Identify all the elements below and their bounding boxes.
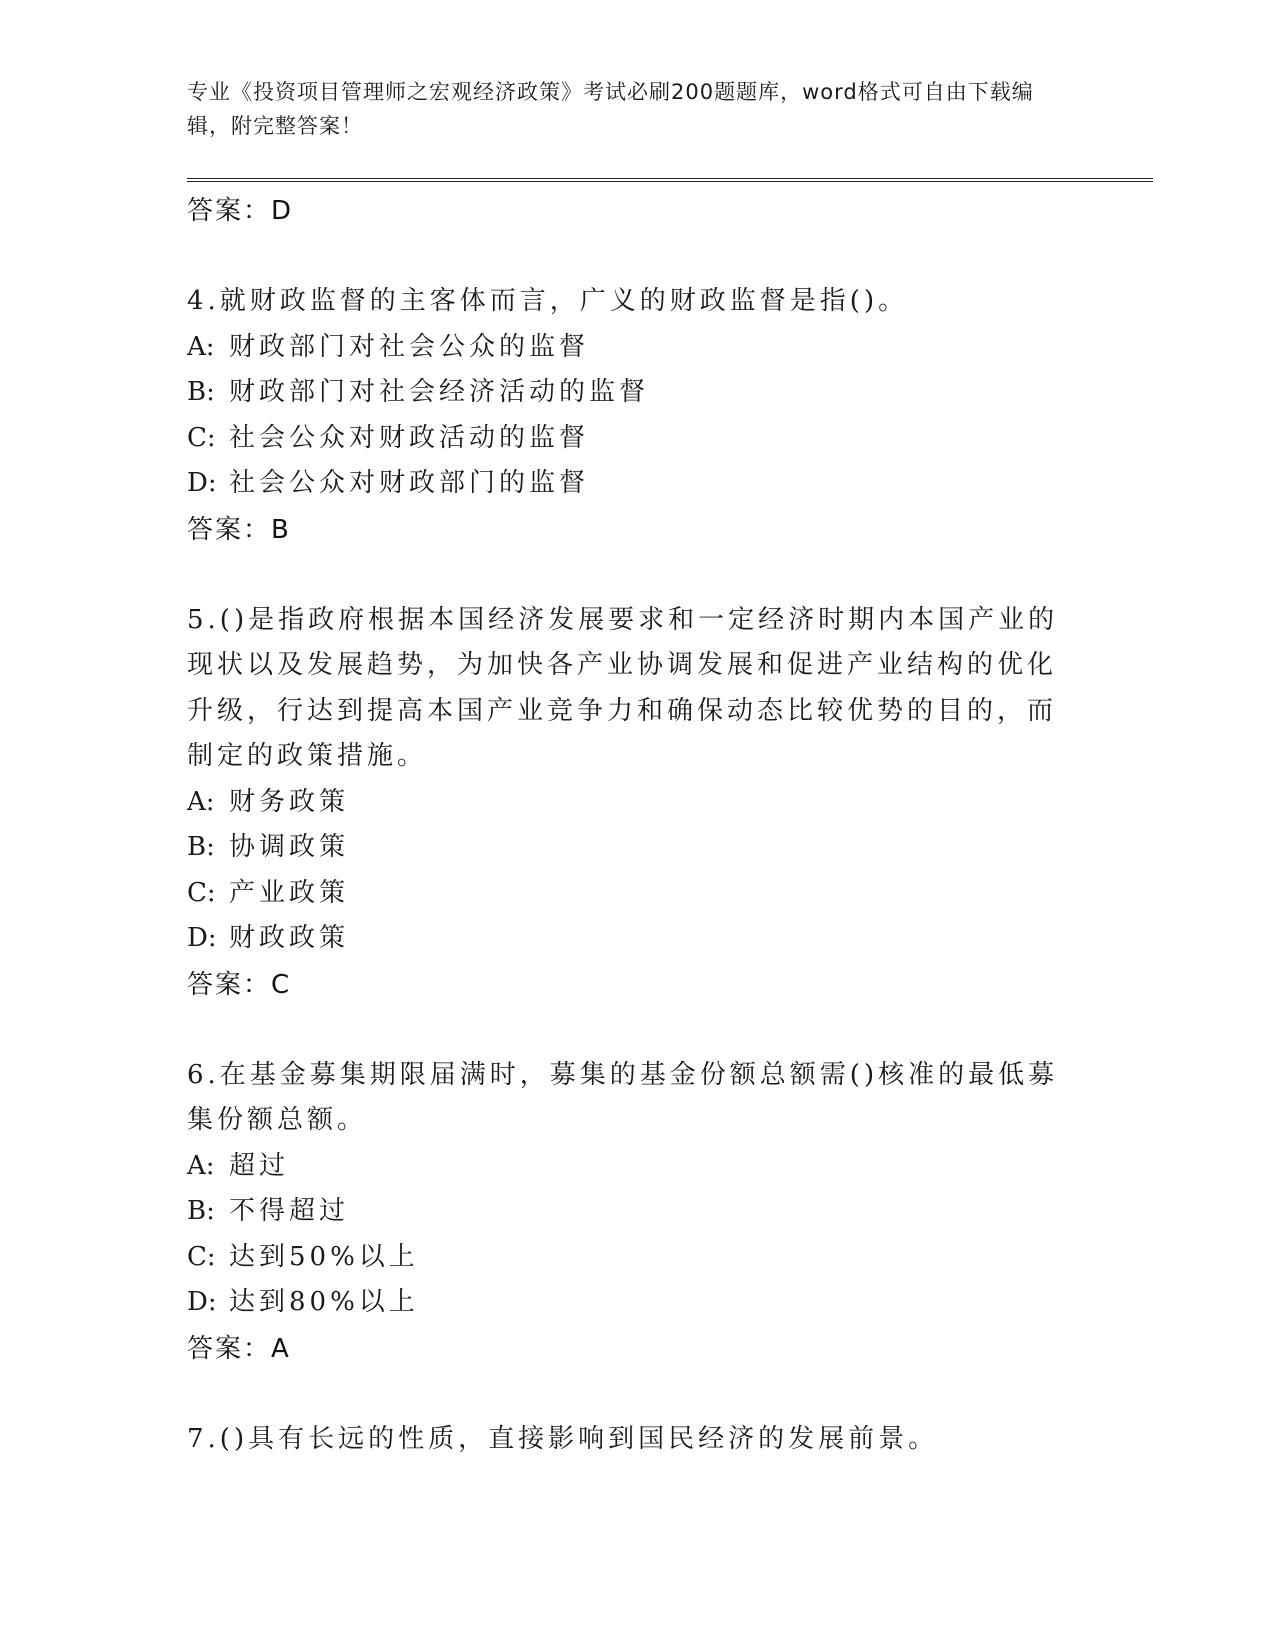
option-b [187, 1189, 1067, 1235]
option-letter: A: [187, 1150, 215, 1181]
option-b [187, 825, 1067, 871]
option-text: 社会公众对财政部门的监督 [229, 468, 590, 498]
option-b [187, 370, 1067, 416]
question-block [187, 1417, 1067, 1463]
option-d [187, 1280, 1067, 1326]
option-letter: A: [187, 331, 215, 362]
page-header: 专业《投资项目管理师之宏观经济政策》考试必刷200题题库，word格式可自由下载编辑，附完整答案！ [187, 80, 1034, 138]
option-letter: C: [187, 1241, 216, 1272]
option-text: 协调政策 [229, 832, 350, 862]
header-divider [187, 178, 1153, 182]
option-a [187, 780, 1067, 826]
option-text: 社会公众对财政活动的监督 [229, 422, 590, 453]
option-text: 不得超过 [229, 1196, 350, 1226]
answer-line: 答案：D [187, 196, 294, 226]
option-letter: B: [187, 377, 215, 407]
answer-line: 答案：A [187, 1333, 291, 1364]
option-d [187, 461, 1067, 507]
option-letter: D: [187, 923, 217, 953]
option-text: 财务政策 [229, 786, 350, 817]
option-a [187, 1144, 1067, 1190]
option-text: 达到50%以上 [229, 1241, 419, 1272]
question-text: 6.在基金募集期限届满时，募集的基金份额总额需()核准的最低募集份额总额。 [187, 1059, 1059, 1135]
question-block [187, 279, 1067, 553]
question-text: 5.()是指政府根据本国经济发展要求和一定经济时期内本国产业的现状以及发展趋势，为加快各产业协调发展和促进产业结构的优化升级，行达到提高本国产业竞争力和确保动态比较优势的目的，而制定的政策措施。 [187, 604, 1059, 771]
option-text: 达到80%以上 [229, 1287, 419, 1317]
question-text: 7.()具有长远的性质，直接影响到国民经济的发展前景。 [187, 1423, 939, 1454]
answer-line: 答案：C [187, 969, 292, 1000]
option-d [187, 916, 1067, 962]
option-letter: D: [187, 1287, 217, 1317]
option-c [187, 1235, 1067, 1281]
option-c [187, 416, 1067, 462]
document-body [187, 188, 1067, 1462]
option-text: 财政部门对社会公众的监督 [229, 331, 590, 362]
option-letter: A: [187, 786, 215, 817]
option-text: 超过 [229, 1150, 290, 1181]
option-a [187, 325, 1067, 371]
question-text: 4.就财政监督的主客体而言，广义的财政监督是指()。 [187, 286, 909, 316]
option-text: 产业政策 [229, 877, 350, 908]
option-letter: D: [187, 468, 217, 498]
question-block [187, 598, 1067, 1008]
question-block [187, 1053, 1067, 1372]
option-letter: C: [187, 422, 216, 453]
option-letter: C: [187, 877, 216, 908]
option-c [187, 871, 1067, 917]
option-letter: B: [187, 832, 215, 862]
answer-line: 答案：B [187, 514, 291, 545]
option-letter: B: [187, 1196, 215, 1226]
option-text: 财政政策 [229, 923, 350, 953]
option-text: 财政部门对社会经济活动的监督 [229, 377, 650, 407]
